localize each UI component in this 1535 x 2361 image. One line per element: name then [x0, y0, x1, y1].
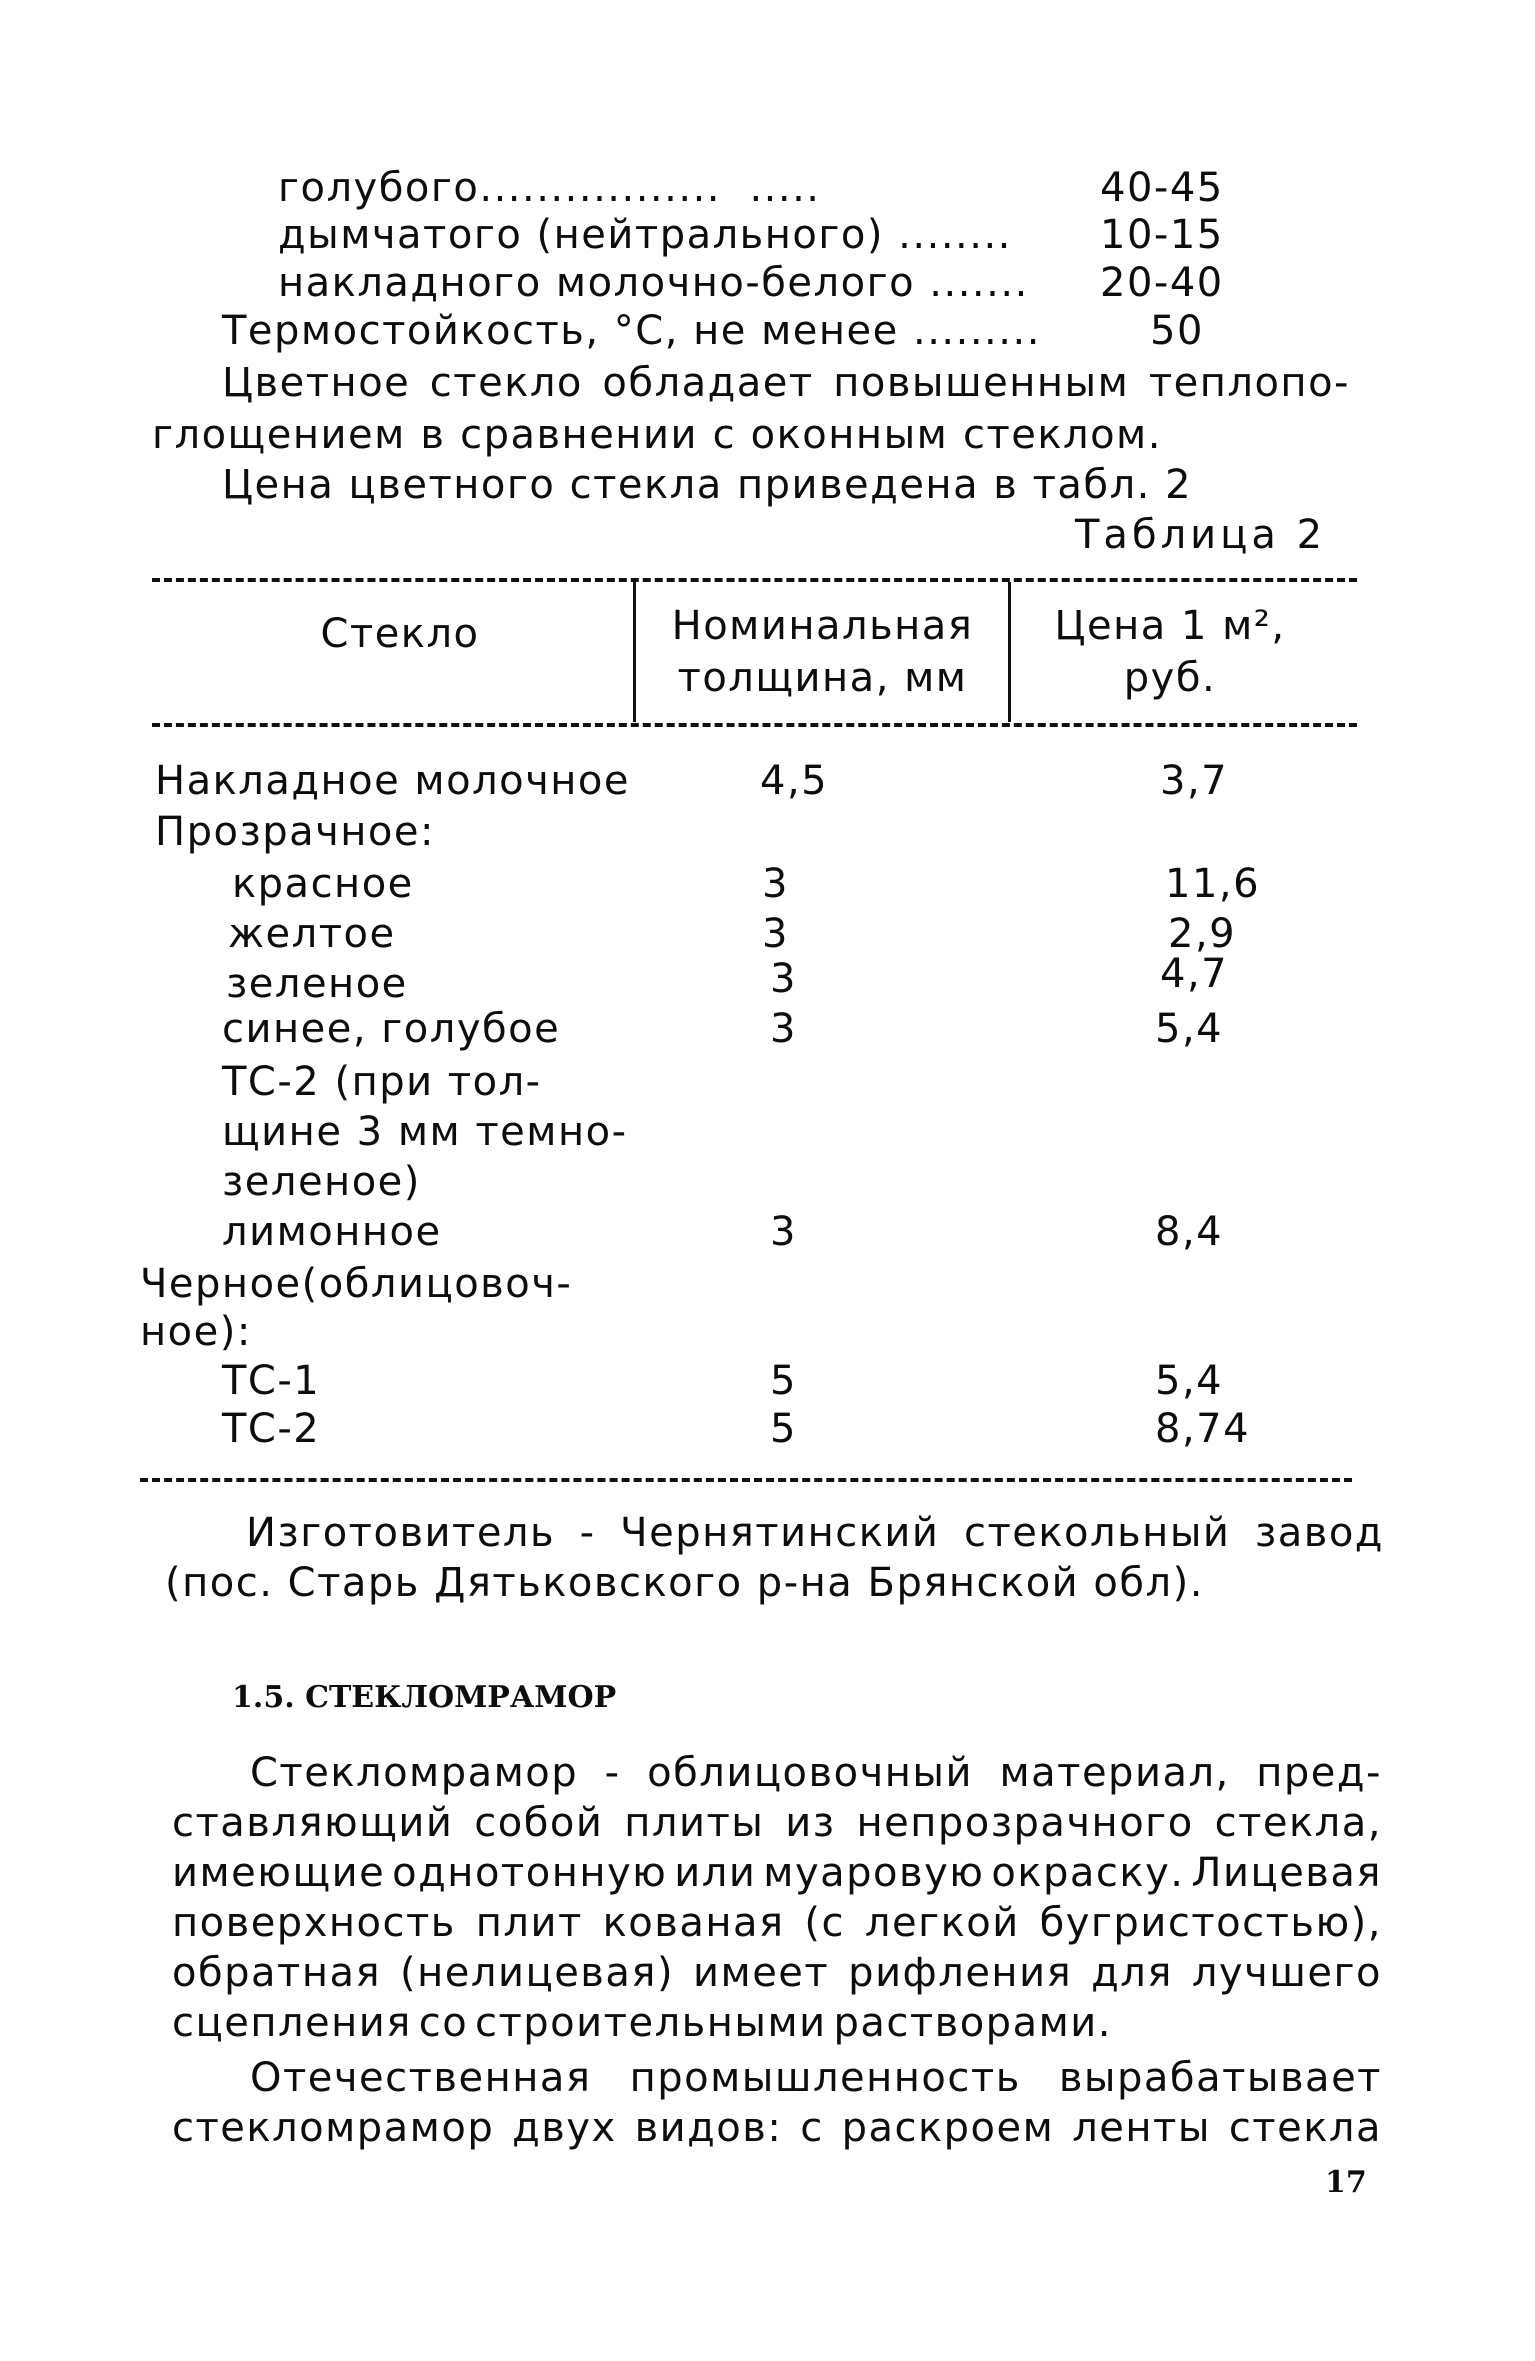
table-header-rule: [152, 723, 1357, 727]
table-cell-name: щине 3 мм темно-: [222, 1109, 628, 1155]
table-cell-thickness: 3: [770, 1209, 797, 1255]
table-cell-name: зеленое: [226, 961, 408, 1007]
manufacturer-line: Изготовитель - Чернятинский стекольный завод: [246, 1510, 1384, 1556]
table-cell-price: 5,4: [1155, 1006, 1224, 1052]
table-cell-price: 3,7: [1160, 758, 1229, 804]
table-header-price: Цена 1 м², руб.: [1054, 603, 1286, 701]
table-top-rule: [152, 578, 1357, 582]
paragraph-line: Цветное стекло обладает повышенным теплопо-: [222, 360, 1350, 406]
section-paragraph-line: сцепления со строительными растворами.: [172, 2000, 1112, 2046]
table-cell-name: зеленое): [222, 1159, 421, 1205]
table-cell-thickness: 4,5: [760, 758, 829, 804]
section-heading: 1.5. СТЕКЛОМРАМОР: [232, 1680, 617, 1715]
table-cell-price: 4,7: [1160, 951, 1229, 997]
intro-item-value: 10-15: [1100, 212, 1224, 258]
intro-item-label: голубого................. .....: [278, 165, 821, 211]
manufacturer-line: (пос. Старь Дятьковского р-на Брянской обл).: [165, 1560, 1204, 1606]
heat-resistance-label: Термостойкость, °С, не менее .........: [222, 308, 1041, 354]
table-cell-name: лимонное: [222, 1209, 442, 1255]
table-cell-name: ТС-2 (при тол-: [222, 1059, 542, 1105]
table-cell-name: Прозрачное:: [155, 809, 435, 855]
table-cell-price: 5,4: [1155, 1358, 1224, 1404]
section-paragraph-line: стекломрамор двух видов: с раскроем ленты стекла: [172, 2105, 1382, 2151]
table-cell-price: 8,4: [1155, 1209, 1224, 1255]
table-cell-name: ТС-1: [222, 1358, 321, 1404]
table-cell-thickness: 3: [770, 956, 797, 1002]
table-cell-name: ТС-2: [222, 1406, 321, 1452]
table-header-glass: Стекло: [320, 611, 480, 657]
page-number: 17: [1325, 2165, 1367, 2200]
section-paragraph-line: поверхность плит кованая (с легкой бугристостью),: [172, 1900, 1382, 1946]
table-cell-thickness: 5: [770, 1406, 797, 1452]
intro-item-value: 40-45: [1100, 165, 1224, 211]
section-paragraph-line: Отечественная промышленность вырабатывает: [250, 2055, 1382, 2101]
table-cell-thickness: 3: [770, 1006, 797, 1052]
table-cell-name: ное):: [140, 1309, 252, 1355]
table-cell-thickness: 5: [770, 1358, 797, 1404]
table-cell-price: 2,9: [1168, 911, 1237, 957]
table-cell-thickness: 3: [762, 861, 789, 907]
intro-item-value: 20-40: [1100, 260, 1224, 306]
table-cell-name: красное: [232, 861, 414, 907]
table-cell-price: 11,6: [1165, 861, 1261, 907]
table-header-thickness: Номинальная толщина, мм: [671, 603, 974, 701]
heat-resistance-value: 50: [1150, 308, 1204, 354]
section-paragraph-line: имеющие однотонную или муаровую окраску. Лицевая: [172, 1850, 1382, 1896]
table-cell-name: желтое: [228, 911, 396, 957]
table-column-divider: [1008, 582, 1011, 722]
section-paragraph-line: ставляющий собой плиты из непрозрачного стекла,: [172, 1800, 1382, 1846]
section-paragraph-line: обратная (нелицевая) имеет рифления для лучшего: [172, 1950, 1382, 1996]
table-cell-thickness: 3: [762, 911, 789, 957]
table-cell-name: Черное(облицовоч-: [140, 1261, 573, 1307]
table-cell-price: 8,74: [1155, 1406, 1251, 1452]
table-caption: Таблица 2: [1075, 512, 1327, 558]
table-bottom-rule: [140, 1478, 1352, 1482]
section-paragraph-line: Стекломрамор - облицовочный материал, пред-: [250, 1750, 1382, 1796]
table-cell-name: синее, голубое: [222, 1006, 561, 1052]
intro-item-label: накладного молочно-белого .......: [278, 260, 1029, 306]
table-cell-name: Накладное молочное: [155, 758, 630, 804]
paragraph-line: глощением в сравнении с оконным стеклом.: [152, 412, 1162, 458]
intro-item-label: дымчатого (нейтрального) ........: [278, 212, 1012, 258]
table-reference: Цена цветного стекла приведена в табл. 2: [222, 462, 1193, 508]
table-column-divider: [633, 582, 636, 722]
